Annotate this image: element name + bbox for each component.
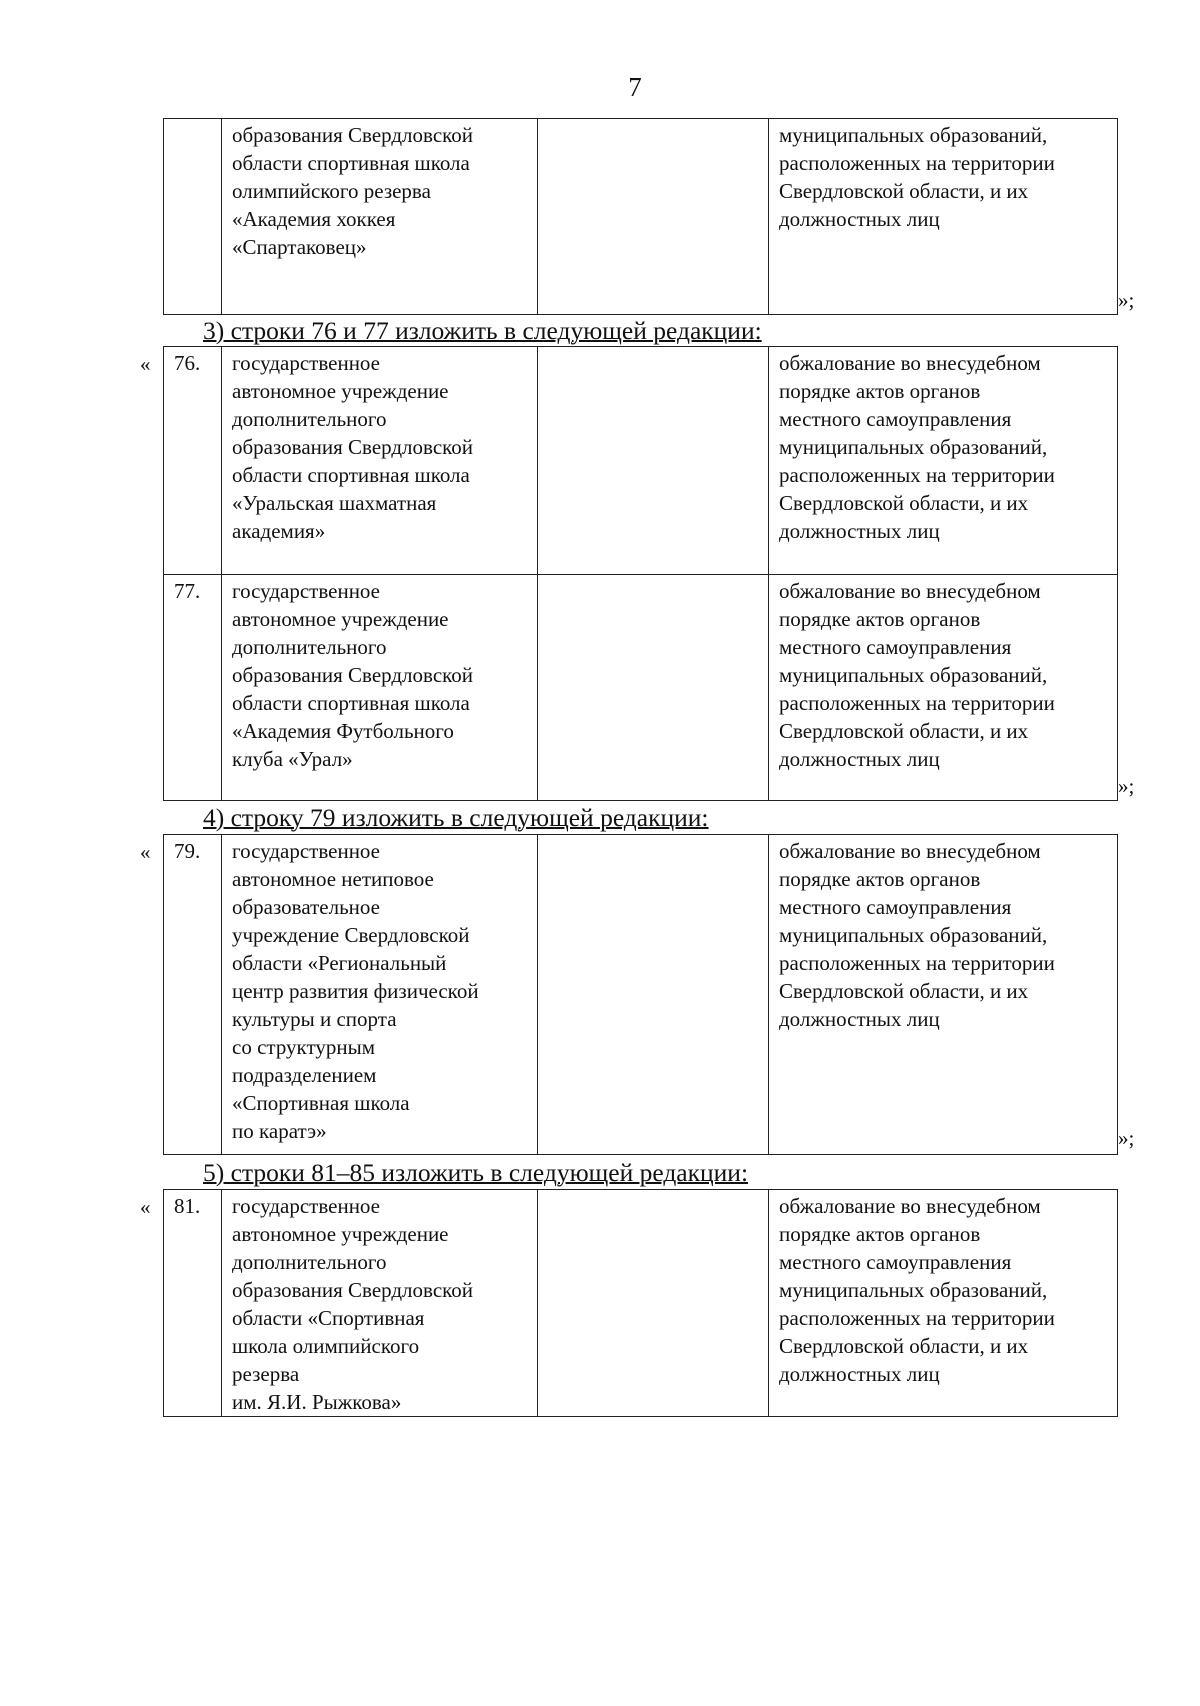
opening-quote: «	[140, 1195, 151, 1219]
table-row-81	[163, 1189, 1118, 1417]
empty-cell	[538, 575, 769, 801]
instruction-5-text: 5) строки 81–85 изложить в следующей редакции:	[203, 1158, 749, 1187]
table-rows-76-77	[163, 346, 1118, 801]
institution-name-cell: государственное автономное учреждение дополнительного образования Свердловской области спортивная школа «Уральская шахматная академия»	[222, 347, 538, 575]
scope-cell: обжалование во внесудебном порядке актов органов местного самоуправления муниципальных образований, расположенных на территории Свердловской области, и их должностных лиц	[769, 575, 1118, 801]
closing-quote: »;	[1118, 774, 1135, 798]
page-number: 7	[628, 72, 642, 102]
scope-cell: обжалование во внесудебном порядке актов органов местного самоуправления муниципальных образований, расположенных на территории Свердловской области, и их должностных лиц	[769, 835, 1118, 1155]
scope-cell: обжалование во внесудебном порядке актов органов местного самоуправления муниципальных образований, расположенных на территории Свердловской области, и их должностных лиц	[769, 347, 1118, 575]
row-number-cell: 77.	[164, 575, 222, 801]
closing-quote: »;	[1118, 1126, 1135, 1150]
table-row	[164, 119, 1118, 315]
instruction-3-text: 3) строки 76 и 77 изложить в следующей редакции:	[203, 316, 762, 345]
opening-quote: «	[140, 840, 151, 864]
table-row-79	[163, 834, 1118, 1155]
instruction-5	[203, 1158, 748, 1188]
institution-name-cell: государственное автономное нетиповое образовательное учреждение Свердловской области «Региональный центр развития физической культуры и спорта со структурным подразделением «Спортивная школа по каратэ»	[222, 835, 538, 1155]
table-row	[164, 575, 1118, 801]
scope-cell: муниципальных образований, расположенных на территории Свердловской области, и их должностных лиц	[769, 119, 1118, 315]
row-number-cell: 76.	[164, 347, 222, 575]
institution-name-cell: государственное автономное учреждение дополнительного образования Свердловской области спортивная школа «Академия Футбольного клуба «Урал»	[222, 575, 538, 801]
table-row	[164, 347, 1118, 575]
empty-cell	[538, 347, 769, 575]
institution-name-cell: государственное автономное учреждение дополнительного образования Свердловской области «Спортивная школа олимпийского резерва им. Я.И. Рыжкова»	[222, 1190, 538, 1417]
table-continuation	[163, 118, 1118, 315]
instruction-4	[203, 803, 709, 833]
institution-name-cell: образования Свердловской области спортивная школа олимпийского резерва «Академия хоккея «Спартаковец»	[222, 119, 538, 315]
closing-quote: »;	[1118, 288, 1135, 312]
row-number-cell: 79.	[164, 835, 222, 1155]
instruction-4-text: 4) строку 79 изложить в следующей редакции:	[203, 803, 709, 832]
instruction-3	[203, 316, 762, 346]
table-row	[164, 1190, 1118, 1417]
empty-cell	[538, 1190, 769, 1417]
opening-quote: «	[140, 352, 151, 376]
scope-cell: обжалование во внесудебном порядке актов органов местного самоуправления муниципальных образований, расположенных на территории Свердловской области, и их должностных лиц	[769, 1190, 1118, 1417]
row-number-cell	[164, 119, 222, 315]
row-number-cell: 81.	[164, 1190, 222, 1417]
empty-cell	[538, 835, 769, 1155]
table-row	[164, 835, 1118, 1155]
empty-cell	[538, 119, 769, 315]
